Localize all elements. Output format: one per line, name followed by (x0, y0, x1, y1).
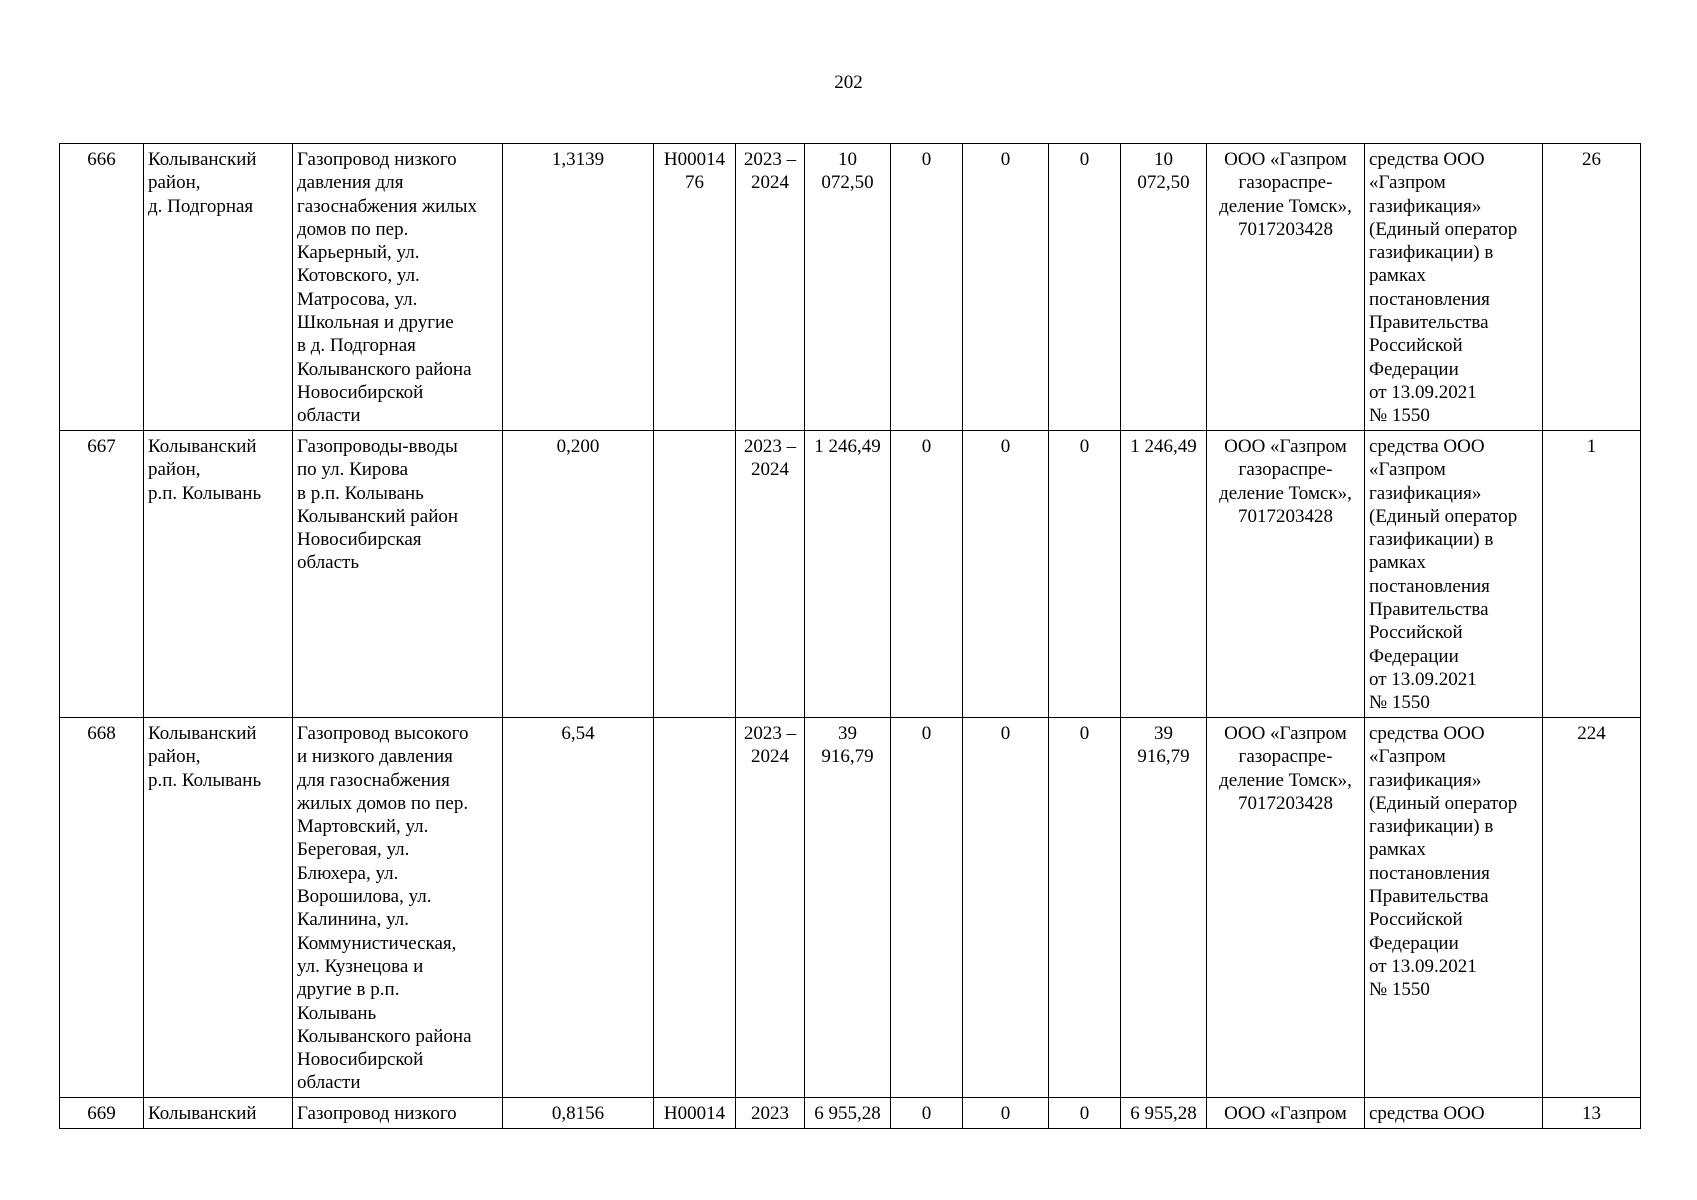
cell-district: Колыванский район, д. Подгорная (144, 144, 293, 431)
cell-number: 666 (60, 144, 144, 431)
cell-organization: ООО «Газпром газораспре- деление Томск», 7017203428 (1207, 144, 1365, 431)
cell-value-3: 0 (1049, 144, 1121, 431)
cell-district: Колыванский район, р.п. Колывань (144, 431, 293, 718)
table-row (60, 431, 1641, 718)
cell-length: 0,8156 (503, 1098, 654, 1129)
cell-organization: ООО «Газпром газораспре- деление Томск», 7017203428 (1207, 718, 1365, 1098)
cell-value-3: 0 (1049, 431, 1121, 718)
cell-code: Н00014 76 (654, 144, 736, 431)
cell-total: 6 955,28 (805, 1098, 891, 1129)
cell-value-1: 0 (891, 431, 963, 718)
cell-value-4: 39 916,79 (1121, 718, 1207, 1098)
cell-object: Газопровод низкого (293, 1098, 503, 1129)
table-row (60, 144, 1641, 431)
cell-funding-source: средства ООО «Газпром газификация» (Единый оператор газификации) в рамках постановления Правительства Российской Федерации от 13.09.2021 № 1550 (1365, 431, 1543, 718)
cell-object: Газопроводы-вводы по ул. Кирова в р.п. Колывань Колыванский район Новосибирская область (293, 431, 503, 718)
cell-length: 1,3139 (503, 144, 654, 431)
cell-period: 2023 – 2024 (736, 144, 805, 431)
cell-length: 0,200 (503, 431, 654, 718)
cell-code (654, 718, 736, 1098)
cell-value-3: 0 (1049, 718, 1121, 1098)
table-row (60, 1098, 1641, 1129)
cell-value-2: 0 (963, 718, 1049, 1098)
cell-district: Колыванский район, р.п. Колывань (144, 718, 293, 1098)
cell-period: 2023 (736, 1098, 805, 1129)
cell-number: 667 (60, 431, 144, 718)
cell-total: 10 072,50 (805, 144, 891, 431)
cell-value-1: 0 (891, 1098, 963, 1129)
cell-organization: ООО «Газпром (1207, 1098, 1365, 1129)
cell-object: Газопровод низкого давления для газоснабжения жилых домов по пер. Карьерный, ул. Котовского, ул. Матросова, ул. Школьная и другие в д. Подгорная Колыванского района Новосибирской области (293, 144, 503, 431)
cell-number: 669 (60, 1098, 144, 1129)
cell-count: 224 (1543, 718, 1641, 1098)
cell-total: 1 246,49 (805, 431, 891, 718)
table-row (60, 718, 1641, 1098)
cell-number: 668 (60, 718, 144, 1098)
cell-funding-source: средства ООО «Газпром газификация» (Единый оператор газификации) в рамках постановления Правительства Российской Федерации от 13.09.2021 № 1550 (1365, 718, 1543, 1098)
cell-value-4: 6 955,28 (1121, 1098, 1207, 1129)
cell-value-2: 0 (963, 431, 1049, 718)
cell-length: 6,54 (503, 718, 654, 1098)
cell-object: Газопровод высокого и низкого давления для газоснабжения жилых домов по пер. Мартовский, ул. Береговая, ул. Блюхера, ул. Ворошилова, ул. Калинина, ул. Коммунистическая, ул. Кузнецова и другие в р.п. Колывань Колыванского района Новосибирской области (293, 718, 503, 1098)
cell-district: Колыванский (144, 1098, 293, 1129)
cell-value-2: 0 (963, 144, 1049, 431)
cell-value-4: 1 246,49 (1121, 431, 1207, 718)
cell-total: 39 916,79 (805, 718, 891, 1098)
cell-value-2: 0 (963, 1098, 1049, 1129)
cell-period: 2023 – 2024 (736, 718, 805, 1098)
cell-funding-source: средства ООО «Газпром газификация» (Единый оператор газификации) в рамках постановления Правительства Российской Федерации от 13.09.2021 № 1550 (1365, 144, 1543, 431)
gas-pipeline-table (59, 143, 1641, 1129)
cell-value-1: 0 (891, 718, 963, 1098)
cell-count: 13 (1543, 1098, 1641, 1129)
cell-code (654, 431, 736, 718)
cell-organization: ООО «Газпром газораспре- деление Томск», 7017203428 (1207, 431, 1365, 718)
page-number: 202 (834, 72, 863, 93)
cell-funding-source: средства ООО (1365, 1098, 1543, 1129)
cell-value-4: 10 072,50 (1121, 144, 1207, 431)
cell-period: 2023 – 2024 (736, 431, 805, 718)
cell-value-1: 0 (891, 144, 963, 431)
cell-code: Н00014 (654, 1098, 736, 1129)
cell-value-3: 0 (1049, 1098, 1121, 1129)
cell-count: 1 (1543, 431, 1641, 718)
cell-count: 26 (1543, 144, 1641, 431)
